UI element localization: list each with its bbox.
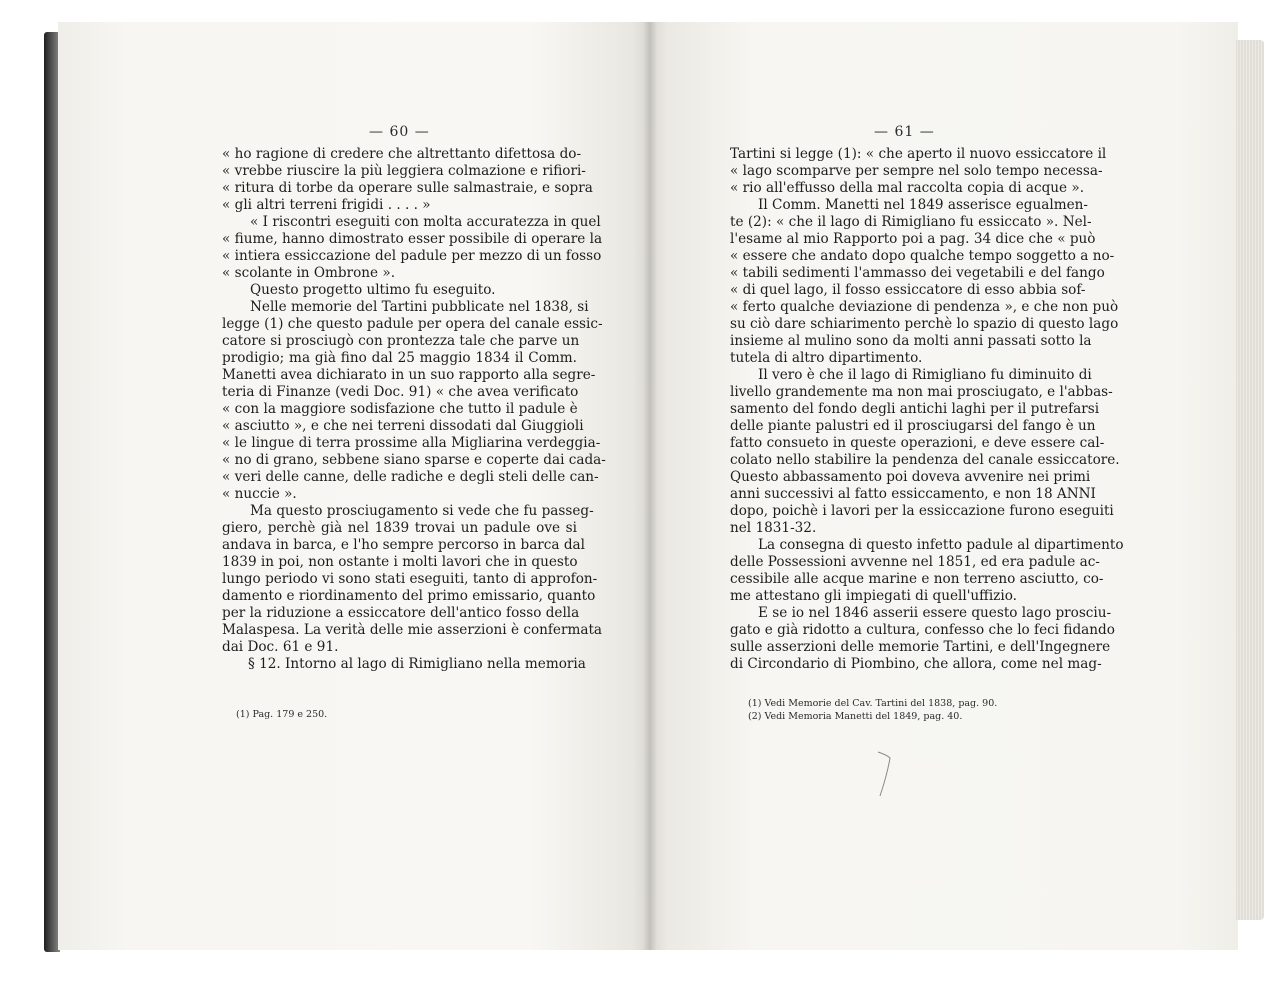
text-line: « ho ragione di credere che altrettanto difettosa do- (222, 146, 582, 162)
text-line: damento e riordinamento del primo emissario, quanto (222, 588, 596, 604)
left-page-body (222, 146, 606, 673)
page-block-edge (1236, 40, 1264, 920)
text-line: Questo abbassamento poi doveva avvenire nei primi (730, 469, 1091, 485)
footnote: (1) Vedi Memorie del Cav. Tartini del 1838, pag. 90. (748, 698, 998, 709)
text-line: « veri delle canne, delle radiche e degli steli delle can- (222, 469, 599, 485)
right-page-body (730, 146, 1124, 673)
text-line: « le lingue di terra prossime alla Migliarina verdeggia- (222, 435, 601, 451)
text-line: « di quel lago, il fosso essiccatore di esso abbia sof- (730, 282, 1086, 298)
text-line: « con la maggiore sodisfazione che tutto il padule è (222, 401, 578, 417)
text-line: cessibile alle acque marine e non terreno asciutto, co- (730, 571, 1104, 587)
text-line: « fiume, hanno dimostrato esser possibile di operare la (222, 231, 603, 247)
text-line: tutela di altro dipartimento. (730, 350, 923, 366)
text-line: « ritura di torbe da operare sulle salmastraie, e sopra (222, 180, 593, 196)
text-line: « no di grano, sebbene siano sparse e coperte dai cada- (222, 452, 606, 468)
right-page-number: — 61 — (874, 124, 935, 140)
text-line: Questo progetto ultimo fu eseguito. (250, 282, 496, 298)
text-line: Il Comm. Manetti nel 1849 asserisce egualmen- (758, 197, 1088, 213)
footnote: (2) Vedi Memoria Manetti del 1849, pag. 40. (748, 711, 963, 722)
text-line: Ma questo prosciugamento si vede che fu passeg- (250, 503, 594, 519)
left-page-number: — 60 — (369, 124, 430, 140)
text-line: dopo, poichè i lavori per la essiccazione furono eseguiti (730, 503, 1114, 519)
text-line: te (2): « che il lago di Rimigliano fu essiccato ». Nel- (730, 214, 1092, 230)
text-line: andava in barca, e l'ho sempre percorso in barca dal (222, 537, 585, 553)
text-line: Nelle memorie del Tartini pubblicate nel 1838, si (250, 299, 589, 315)
text-line: teria di Finanze (vedi Doc. 91) « che avea verificato (222, 384, 579, 400)
text-line: « lago scomparve per sempre nel solo tempo necessa- (730, 163, 1103, 179)
footnote: (1) Pag. 179 e 250. (236, 709, 328, 720)
text-line: « intiera essiccazione del padule per mezzo di un fosso (222, 248, 602, 264)
text-line: gato e già ridotto a cultura, confesso che lo feci fidando (730, 622, 1115, 638)
text-line: « vrebbe riuscire la più leggiera colmazione e rifiori- (222, 163, 586, 179)
text-line: prodigio; ma già fino dal 25 maggio 1834 il Comm. (222, 350, 577, 366)
text-line: « essere che andato dopo qualche tempo soggetto a no- (730, 248, 1115, 264)
text-line: E se io nel 1846 asserii essere questo lago prosciu- (758, 605, 1112, 621)
text-line: lungo periodo vi sono stati eseguiti, tanto di approfon- (222, 571, 598, 587)
text-line: anni successivi al fatto essiccamento, e non 18 ANNI (730, 486, 1096, 502)
text-line: per la riduzione a essiccatore dell'antico fosso della (222, 605, 580, 621)
text-line: Il vero è che il lago di Rimigliano fu diminuito di (758, 367, 1092, 383)
text-line: « I riscontri eseguiti con molta accuratezza in quel (250, 214, 601, 230)
text-line: « tabili sedimenti l'ammasso dei vegetabili e del fango (730, 265, 1105, 281)
text-line: livello grandemente ma non mai prosciugato, e l'abbas- (730, 384, 1113, 400)
text-line: fatto consueto in queste operazioni, e deve essere cal- (730, 435, 1105, 451)
text-line: La consegna di questo infetto padule al dipartimento (758, 537, 1124, 553)
text-line: Tartini si legge (1): « che aperto il nuovo essiccatore il (730, 146, 1107, 162)
text-line: insieme al mulino sono da molti anni passati sotto la (730, 333, 1092, 349)
pencil-mark (874, 750, 894, 800)
text-line: Manetti avea dichiarato in un suo rapporto alla segre- (222, 367, 596, 383)
text-line: legge (1) che questo padule per opera del canale essic- (222, 316, 603, 332)
text-line: colato nello stabilire la pendenza del canale essiccatore. (730, 452, 1120, 468)
text-line: l'esame al mio Rapporto poi a pag. 34 dice che « può (730, 231, 1096, 247)
right-page-footnotes (748, 697, 997, 723)
text-line: catore si prosciugò con prontezza tale che parve un (222, 333, 580, 349)
text-line: « rio all'effusso della mal raccolta copia di acque ». (730, 180, 1085, 196)
text-line: « gli altri terreni frigidi . . . . » (222, 197, 431, 213)
text-line: delle piante palustri ed il prosciugarsi del fango è un (730, 418, 1096, 434)
text-line: § 12. Intorno al lago di Rimigliano nella memoria (248, 656, 586, 672)
text-line: su ciò dare schiarimento perchè lo spazio di questo lago (730, 316, 1119, 332)
text-line: nel 1831-32. (730, 520, 817, 536)
text-line: sulle asserzioni delle memorie Tartini, e dell'Ingegnere (730, 639, 1111, 655)
book-gutter (643, 22, 657, 950)
text-line: di Circondario di Piombino, che allora, come nel mag- (730, 656, 1102, 672)
text-line: me attestano gli impiegati di quell'uffizio. (730, 588, 1017, 604)
text-line: « nuccie ». (222, 486, 297, 502)
text-line: dai Doc. 61 e 91. (222, 639, 339, 655)
text-line: delle Possessioni avvenne nel 1851, ed era padule ac- (730, 554, 1100, 570)
text-line: « asciutto », e che nei terreni dissodati dal Giuggioli (222, 418, 584, 434)
text-line: giero, perchè già nel 1839 trovai un padule ove si (222, 520, 577, 536)
text-line: « scolante in Ombrone ». (222, 265, 396, 281)
text-line: 1839 in poi, non ostante i molti lavori che in questo (222, 554, 578, 570)
text-line: Malaspesa. La verità delle mie asserzioni è confermata (222, 622, 603, 638)
left-page-footnotes (236, 708, 327, 721)
text-line: samento del fondo degli antichi laghi per il putrefarsi (730, 401, 1100, 417)
text-line: « ferto qualche deviazione di pendenza », e che non può (730, 299, 1119, 315)
